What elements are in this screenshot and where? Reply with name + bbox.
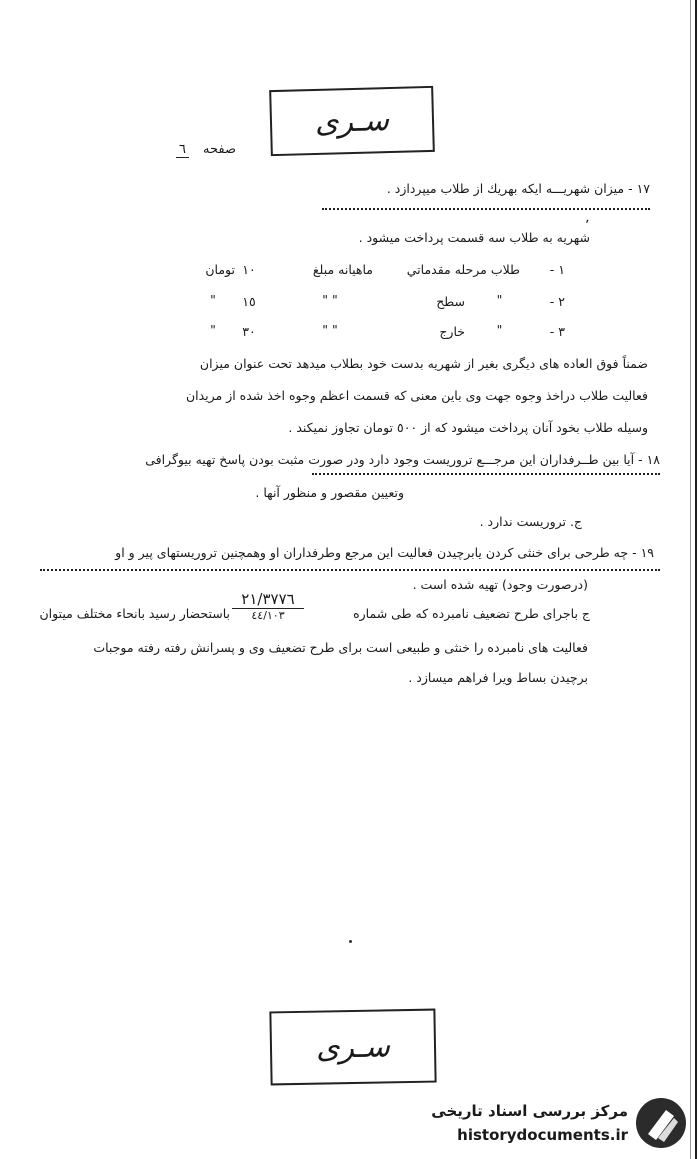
archive-logo-icon bbox=[636, 1098, 686, 1148]
row-amount: ١٠ bbox=[242, 262, 256, 277]
speck bbox=[349, 940, 352, 943]
secret-stamp-text: سـرى bbox=[315, 1028, 391, 1066]
page-number: ٦ bbox=[176, 142, 189, 158]
row-unit: " bbox=[210, 292, 216, 307]
page-edge bbox=[695, 0, 697, 1159]
q17-intro: شهريه به طلاب سه قسمت پرداخت ميشود . bbox=[358, 230, 590, 245]
reference-denominator: ٤٤/١٠٣ bbox=[232, 608, 304, 622]
secret-stamp-text: سـرى bbox=[314, 102, 390, 140]
question-17: ١٧ - ميزان شهريـــه ايكه بهريك از طلاب ميپردازد . bbox=[386, 181, 650, 196]
answer-19-line: برچيدن بساط ويرا فراهم ميسازد . bbox=[408, 670, 588, 685]
document-reference-number bbox=[232, 590, 304, 622]
question-18-underline bbox=[312, 473, 660, 475]
answer-19-start: ج باجراى طرح تضعيف نامبرده كه طى شماره bbox=[353, 606, 590, 621]
page-label-text: صفحه bbox=[203, 142, 236, 157]
body-line: فعاليت طلاب دراخذ وجوه جهت وى باين معنى كه قسمت اعظم وجوه اخذ شده از مريدان bbox=[185, 388, 648, 403]
row-number: ١ - bbox=[549, 262, 565, 277]
row-label: " " bbox=[322, 292, 338, 307]
row-number: ٢ - bbox=[549, 294, 565, 309]
row-ditto: " bbox=[496, 322, 503, 337]
page-edge-shadow bbox=[690, 0, 691, 1159]
question-17-underline bbox=[322, 208, 650, 210]
secret-stamp-top bbox=[269, 86, 435, 156]
answer-19-end: باستحضار رسيد بانحاء مختلف ميتوان bbox=[39, 606, 230, 621]
row-label: ماهيانه مبلغ bbox=[312, 262, 373, 277]
row-amount: ١٥ bbox=[242, 294, 256, 309]
answer-18: ج. تروريست ندارد . bbox=[479, 514, 582, 529]
row-level: خارج bbox=[439, 324, 465, 339]
row-unit: تومان bbox=[205, 262, 235, 277]
question-19-line: (درصورت وجود) تهيه شده است . bbox=[412, 577, 588, 592]
row-level: سطح bbox=[436, 294, 465, 309]
mark: ٬ bbox=[585, 218, 590, 234]
archive-watermark bbox=[410, 1098, 696, 1154]
answer-19-line: فعاليت هاى نامبرده را خنثى و طبيعى است براى طرح تضعيف وى و پسرانش رفته رفته موجبات bbox=[93, 640, 588, 655]
row-level: طلاب مرحله مقدماتي bbox=[406, 262, 520, 277]
row-unit: " bbox=[210, 322, 216, 337]
row-number: ٣ - bbox=[549, 324, 565, 339]
archive-website: historydocuments.ir bbox=[457, 1126, 628, 1144]
question-19-line: ١٩ - چه طرحى براى خنثى كردن يابرچيدن فعاليت اين مرجع وطرفداران او وهمچنين تروريستهاى پير و او bbox=[115, 545, 654, 560]
row-ditto: " bbox=[496, 292, 503, 307]
secret-stamp-bottom bbox=[269, 1009, 436, 1086]
row-label: " " bbox=[322, 322, 338, 337]
body-line: ضمناً فوق العاده هاى ديگرى بغير از شهريه بدست خود بطلاب ميدهد تحت عنوان ميزان bbox=[199, 356, 648, 371]
archive-name-persian: مركز بررسى اسناد تاريخى bbox=[431, 1102, 628, 1120]
question-18-line: وتعيين مقصور و منظور آنها . bbox=[255, 485, 404, 500]
row-amount: ٣٠ bbox=[242, 324, 256, 339]
page-number-label bbox=[146, 142, 236, 158]
question-18-line: ١٨ - آيا بين طــرفداران اين مرجـــع تروريست وجود دارد ودر صورت مثبت بودن پاسخ تهيه بيوگرافى bbox=[145, 452, 660, 467]
reference-numerator: ٢١/٣٧٧٦ bbox=[241, 590, 295, 608]
question-19-underline bbox=[40, 569, 660, 571]
body-line: وسيله طلاب بخود آنان پرداخت ميشود كه از ٥٠٠ تومان تجاوز نميكند . bbox=[288, 420, 648, 435]
